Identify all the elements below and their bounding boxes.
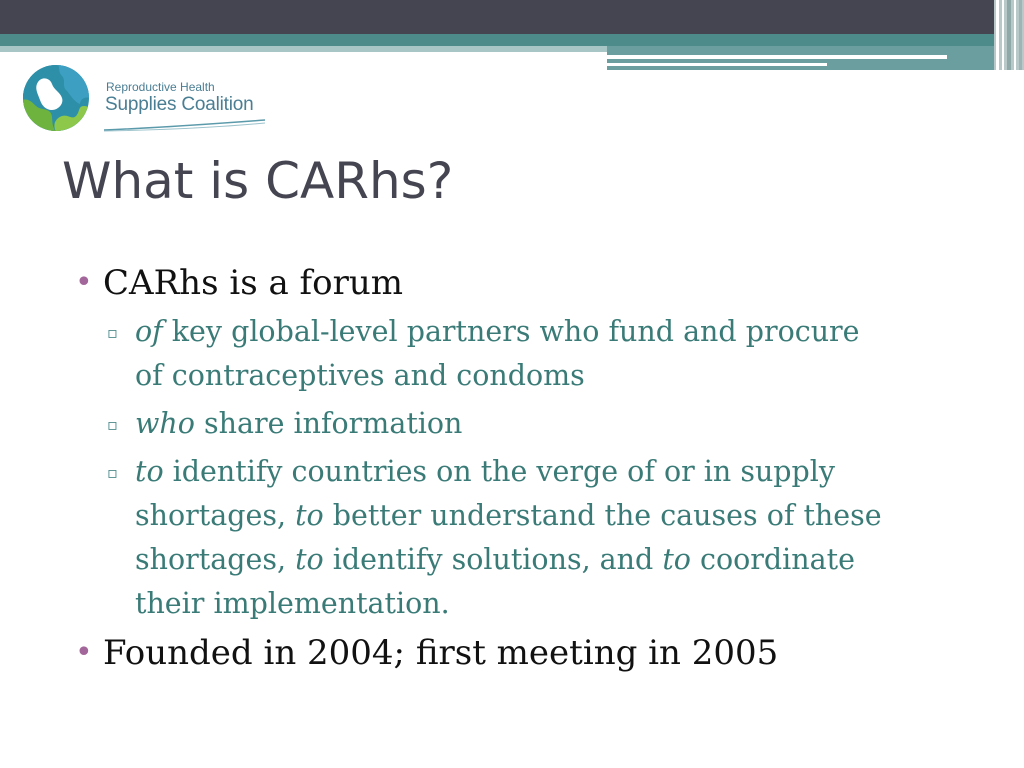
- sub-bullet-line: their implementation.: [135, 587, 450, 620]
- bullet-item: [75, 632, 975, 674]
- emphasis-text: of: [135, 315, 163, 348]
- bullet-dot-icon: •: [75, 265, 93, 300]
- emphasis-text: to: [295, 543, 324, 576]
- text-span: shortages,: [135, 543, 296, 576]
- logo-text-name: Supplies Coalition: [105, 94, 254, 115]
- emphasis-text: to: [135, 455, 164, 488]
- text-span: share information: [194, 407, 463, 440]
- square-bullet-icon: ▫: [107, 323, 118, 342]
- logo-swoosh: [102, 118, 267, 132]
- text-span: coordinate: [690, 543, 855, 576]
- bullet-item: [75, 262, 975, 304]
- logo-text-subtitle: Reproductive Health: [106, 80, 215, 94]
- sub-bullet-list: [75, 310, 975, 626]
- text-span: shortages,: [135, 499, 296, 532]
- sub-bullet-line: [135, 494, 975, 538]
- square-bullet-icon: ▫: [107, 415, 118, 434]
- sub-bullet-item: [75, 310, 975, 398]
- bullet-dot-icon: •: [75, 635, 93, 670]
- sub-bullet-line: [135, 310, 975, 354]
- emphasis-text: to: [295, 499, 324, 532]
- text-span: identify solutions, and: [323, 543, 663, 576]
- bullet-text: Founded in 2004; first meeting in 2005: [103, 633, 779, 673]
- emphasis-text: who: [135, 407, 195, 440]
- text-span: key global-level partners who fund and procure: [162, 315, 860, 348]
- header-band-teal: [0, 34, 1024, 46]
- sub-bullet-line: [135, 538, 975, 582]
- text-span: better understand the causes of these: [323, 499, 882, 532]
- sub-bullet-item: [75, 450, 975, 626]
- header-accent-line: [607, 55, 947, 59]
- header-band-light: [0, 46, 607, 52]
- sub-bullet-item: [75, 402, 975, 446]
- sub-bullet-line: [135, 450, 975, 494]
- header-band-dark: [0, 0, 1024, 34]
- header-stripes: [994, 0, 1024, 70]
- sub-bullet-line: of contraceptives and condoms: [135, 359, 585, 392]
- square-bullet-icon: ▫: [107, 463, 118, 482]
- slide-body: [75, 262, 975, 674]
- bullet-text: CARhs is a forum: [103, 263, 403, 303]
- sub-bullet-line: [135, 402, 975, 446]
- slide-title: What is CARhs?: [62, 152, 454, 210]
- emphasis-text: to: [662, 543, 691, 576]
- puzzle-globe-icon: [22, 64, 90, 132]
- organization-logo: [22, 64, 272, 136]
- text-span: identify countries on the verge of or in supply: [163, 455, 836, 488]
- header-accent-line: [607, 63, 827, 66]
